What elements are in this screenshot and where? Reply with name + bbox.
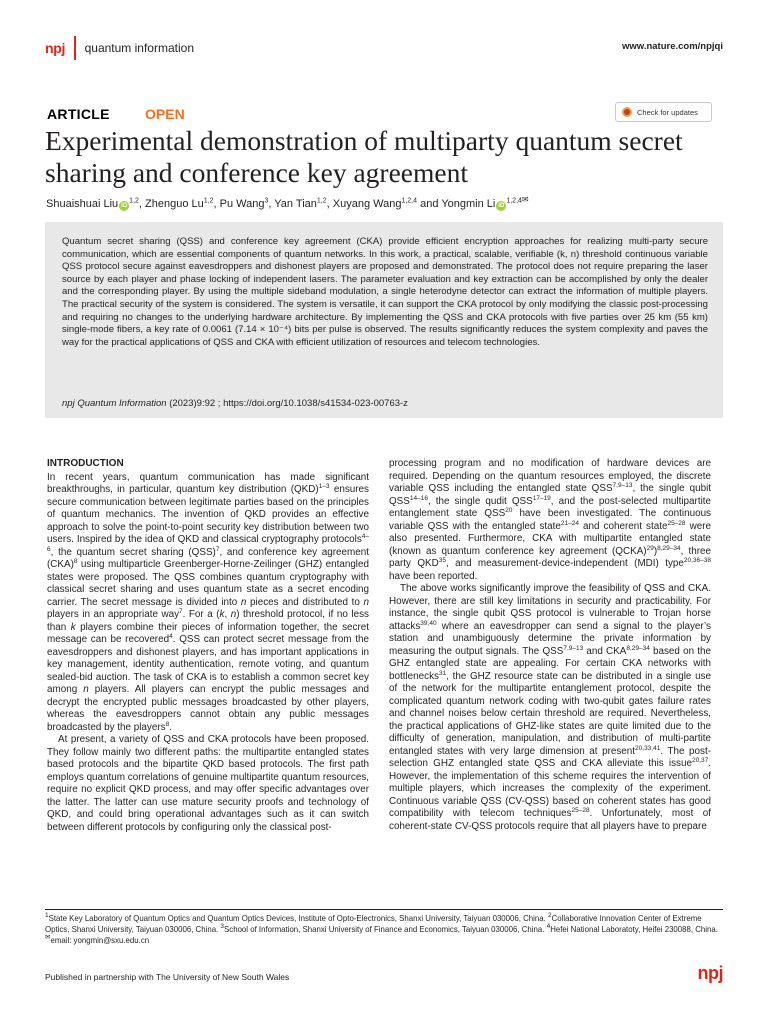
affiliation-superscript: 1,2: [203, 197, 214, 205]
reference-superscript[interactable]: 20,37: [691, 757, 709, 764]
affiliation-superscript: 3: [264, 197, 269, 205]
reference-superscript[interactable]: 4–6: [47, 533, 369, 553]
reference-superscript[interactable]: 7: [215, 545, 220, 553]
italic-variable: n: [83, 684, 89, 695]
reference-superscript[interactable]: 4: [546, 923, 551, 930]
open-access-label: OPEN: [145, 106, 185, 122]
article-title: Experimental demonstration of multiparty quantum secret sharing and conference key agreement: [45, 125, 683, 188]
reference-superscript[interactable]: 8,29–34: [657, 544, 681, 552]
italic-variable: n: [230, 609, 237, 620]
reference-superscript[interactable]: 7,9–13: [563, 644, 584, 652]
reference-superscript[interactable]: 20,33,41: [635, 744, 661, 752]
section-heading-introduction: INTRODUCTION: [47, 458, 124, 469]
citation-journal: npj Quantum Information: [62, 398, 167, 409]
reference-superscript[interactable]: 21–24: [560, 519, 579, 527]
reference-superscript[interactable]: 8: [165, 720, 170, 728]
journal-name[interactable]: quantum information: [84, 41, 194, 55]
italic-variable: n: [240, 596, 247, 608]
reference-superscript[interactable]: 20: [505, 507, 513, 514]
author-name[interactable]: Yan Tian: [274, 198, 317, 210]
envelope-icon[interactable]: ✉: [521, 195, 529, 204]
body-column-right: [389, 458, 711, 833]
author-name[interactable]: Shuaishuai Liu: [46, 198, 119, 210]
author-name[interactable]: Pu Wang: [219, 198, 265, 210]
check-for-updates-button[interactable]: [615, 102, 712, 122]
reference-superscript[interactable]: 25–28: [571, 807, 590, 814]
check-for-updates-label: Check for updates: [637, 107, 698, 117]
italic-variable: k: [219, 609, 225, 620]
reference-superscript[interactable]: 2: [547, 912, 552, 919]
author-name[interactable]: Yongmin Li: [441, 198, 496, 210]
reference-superscript[interactable]: 8,29–34: [626, 644, 650, 652]
reference-superscript[interactable]: 17–19: [532, 494, 551, 502]
affiliation-superscript: 1,2,4: [401, 197, 418, 205]
affiliations-footnote: $^1$State Key Laboratory of Quantum Optics and Quantum Optics Devices, Institute of Opto-Electronics, Shanxi University, Taiyuan 030006, China. $^2$Collaborative Innovation Center of Extreme Optics, Shanxi University, Taiyuan 030006, China. $^3$School of Information, Shanxi University of Finance and Economics, Taiyuan 030006, China. $^4$Hefei National Laboratoty, Heifei 230088, China. ✉email: yongmin@sxu.edu.cn: [45, 912, 718, 945]
orcid-icon[interactable]: iD: [121, 203, 128, 209]
abstract-text: Quantum secret sharing (QSS) and conference key agreement (CKA) provide efficient encryption approaches for realizing multi-party secure communication, which are essential components of quantum networks. In this work, a practical, scalable, verifiable (k, n) threshold continuous variable QSS protocol secure against eavesdroppers and dishonest players are proposed and demonstrated. The protocol does not require preparing the laser source by each player and phase locking of independent lasers. The parameter evaluation and key extraction can be accomplished by only the dealer and the corresponding player. By using the multiple sideband modulation, a single heterodyne detector can extract the information of multiple players. The practical security of the system is considered. The system is versatile, it can support the CKA protocol by only modifying the classic post-processing and requiring no changes to the underlying hardware architecture. By implementing the QSS and CKA protocols with five parties over 25 km (55 km) single-mode fibers, a key rate of 0.0061 (7.14 × 10⁻⁴) bits per pulse is observed. The results significantly reduces the system complexity and paves the way for the practical applications of QSS and CKA with efficient utilization of resources and telecom technologies.: [62, 236, 708, 348]
affiliation-superscript: 1,2: [316, 197, 327, 205]
citation-doi-link[interactable]: (2023)9:92 ; https://doi.org/10.1038/s41534-023-00763-z: [166, 398, 408, 409]
body-paragraph: At present, a variety of QSS and CKA protocols have been proposed. They follow mainly two different paths: the multipartite entangled states based protocols and the bipartite QKD based protocols. The first path employs quantum correlations of genuine multipartite quantum resources, require no explicit QKD process, and may offer specific advantages over the latter. The latter can use mature security proofs and technology of QKD, and could bring operational advantages such as it can switch between different protocols by configuring only the classical post-: [47, 734, 369, 833]
crossmark-icon: [622, 107, 632, 117]
affiliation-superscript: 1,2: [129, 197, 139, 205]
reference-superscript[interactable]: 35: [438, 557, 446, 564]
footer-partnership-text: Published in partnership with The University of New South Wales: [45, 972, 290, 982]
reference-superscript[interactable]: 25–28: [667, 519, 686, 527]
reference-superscript[interactable]: 7,9–13: [612, 482, 633, 489]
reference-superscript[interactable]: 4: [169, 633, 173, 640]
italic-variable: n: [363, 596, 369, 608]
reference-superscript[interactable]: 7: [179, 608, 183, 615]
npj-footer-logo: npj: [697, 963, 723, 983]
italic-variable: k: [70, 621, 76, 633]
reference-superscript[interactable]: ✉: [45, 934, 51, 941]
reference-superscript[interactable]: 31: [438, 669, 447, 677]
body-paragraph: processing program and no modification of hardware devices are required. Depending on the quantum resources employed, the discrete variable QSS including the entangled state QSS$^{7,9-13}$, the single qubit QSS$^{14-16}$, the single qudit QSS$^{17-19}$, and the post-selected multipartite entanglement state QSS$^{20}$ have been investigated. The continuous variable QSS with the entangled state$^{21-24}$ and coherent state$^{25-28}$ were also presented. Furthermore, CKA with multipartite entangled state (known as quantum conference key agreement (QCKA)$^{29}$)$^{8,29-34}$, three party QKD$^{35}$, and measurement-device-independent (MDI) type$^{20,36-38}$ have been reported.: [389, 458, 712, 582]
orcid-icon[interactable]: iD: [498, 203, 505, 209]
author-name[interactable]: Zhenguo Lu: [145, 198, 204, 210]
reference-superscript[interactable]: 3: [220, 923, 225, 930]
reference-superscript[interactable]: 1: [45, 912, 49, 919]
article-type-label: ARTICLE: [47, 106, 110, 122]
journal-url-link[interactable]: www.nature.com/npjqi: [622, 41, 723, 52]
footnote-divider: [45, 909, 723, 910]
header-divider: [74, 36, 76, 60]
author-list: Shuaishuai Liu iD$^{1,2}$, Zhenguo Lu$^{1,2}$, Pu Wang$^3$, Yan Tian$^{1,2}$, Xuyang Wang$^{1,2,4}$ and Yongmin Li iD$^{1,2,4}$✉: [46, 195, 529, 210]
body-paragraph: The above works significantly improve the feasibility of QSS and CKA. However, there are still key limitations in security and practicability. For instance, the single qubit QSS protocol is vulnerable to Trojan horse attacks$^{39,40}$ where an eavesdropper can send a signal to the player’s station and unambiguously determine the private information by measuring the output signals. The QSS$^{7,9-13}$ and CKA$^{8,29-34}$ based on the GHZ entangled state are appealing. For certain CKA networks with bottlenecks$^{31}$, the GHZ resource state can be distributed in a single use of the network for the multipartite entanglement protocol, despite the complicated quantum network coding with two-qubit gates failure rates and channel noises below certain threshold are required. Nevertheless, the practical applications of GHZ-like states are quite limited due to the difficulty of generation, manipulation, and distribution of multi-partite entangled states with very large dimension at present$^{20,33,41}$. The post-selection GHZ entangled state QSS and CKA alleviate this issue$^{20,37}$. However, the implementation of this scheme requires the intervention of multiple players, which increases the complexity of the experiment. Continuous variable QSS (CV-QSS) based on coherent states has good compatibility with telecom techniques$^{25-28}$. Unfortunately, most of coherent-state CV-QSS protocols require that all players have to prepare: [389, 583, 712, 832]
reference-superscript[interactable]: 14–16: [409, 494, 428, 502]
reference-superscript[interactable]: 1–3: [318, 483, 330, 490]
reference-superscript[interactable]: 29: [646, 544, 654, 552]
npj-logo[interactable]: npj: [45, 40, 66, 56]
body-paragraph: In recent years, quantum communication has made significant breakthroughs, in particular, quantum key distribution (QKD)$^{1-3}$ ensures secure communication between legitimate parties based on the principles of quantum mechanics. The invention of QKD provides an effective approach to solve the point-to-point security key distribution between two users. Inspired by the idea of QKD and classical cryptography protocols$^{4-6}$, the quantum secret sharing (QSS)$^7$, and conference key agreement (CKA)$^8$ using multiparticle Greenberger-Horne-Zeilinger (GHZ) entangled states were proposed. The QSS combines quantum cryptography with classical secret sharing and uses quantum state as a secret encoding carrier. The secret message is divided into n pieces and distributed to n players in an appropriate way$^7$. For a (k, n) threshold protocol, if no less than k players combine their pieces of information together, the secret message can be recovered$^4$. QSS can protect secret message from the eavesdroppers and dishonest players, and has important applications in key management, identity authentication, remote voting, and quantum sealed-bid auction. The task of CKA is to establish a common secret key among n players. All players can encrypt the public messages and decrypt the encrypted public messages broadcasted by other players, whereas the eavesdroppers cannot obtain any public messages broadcasted by the players$^8$.: [47, 471, 369, 733]
reference-superscript[interactable]: 20,36–38: [683, 557, 711, 564]
affiliation-superscript: 1,2,4: [506, 197, 522, 205]
reference-superscript[interactable]: 39,40: [420, 619, 437, 627]
author-name[interactable]: Xuyang Wang: [332, 198, 402, 210]
journal-header: [45, 36, 194, 60]
reference-superscript[interactable]: 8: [73, 558, 78, 565]
body-column-left: [47, 458, 369, 834]
citation-line: [62, 398, 408, 409]
